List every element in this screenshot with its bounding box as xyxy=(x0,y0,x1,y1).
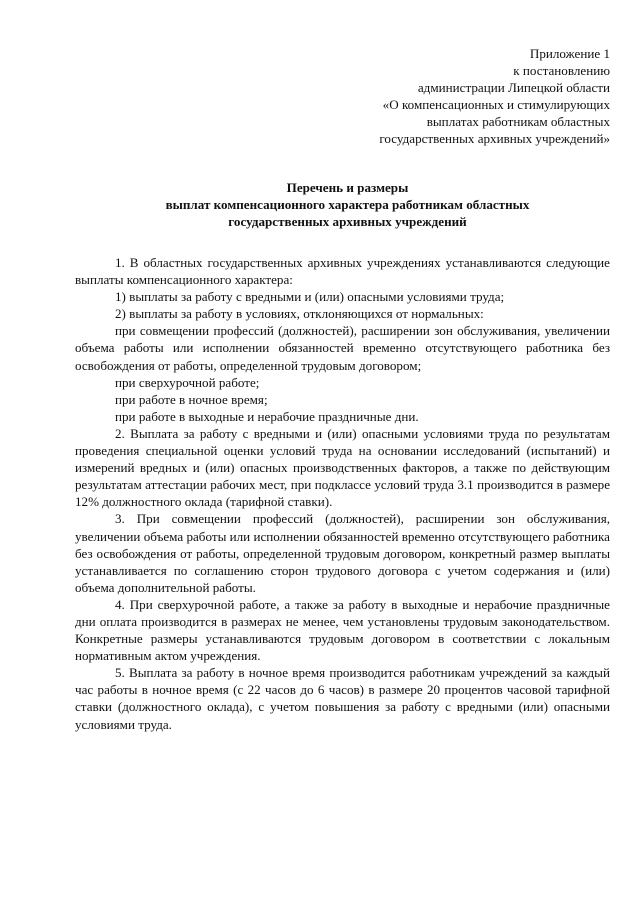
appendix-header xyxy=(290,45,610,148)
paragraph-2: 2. Выплата за работу с вредными и (или) опасными условиями труда по результатам проведения специальной оценки условий труда на основании исследований (испытаний) и измерений вредных и (или) опасных производственных факторов, а также по действующим результатам аттестации рабочих мест, при подклассе условий труда 3.1 производится в размере 12% должностного оклада (тарифной ставки). xyxy=(75,425,610,510)
sub-item-overtime: при сверхурочной работе; xyxy=(115,374,260,390)
appendix-line-1: Приложение 1 xyxy=(529,46,610,61)
sub-item-night: при работе в ночное время; xyxy=(115,391,268,407)
paragraph-1: 1. В областных государственных архивных учреждениях устанавливаются следующие выплаты компенсационного характера: xyxy=(75,255,610,288)
paragraph-4: 4. При сверхурочной работе, а также за работу в выходные и нерабочие праздничные дни оплата производится в размерах не менее, чем установлены трудовым законодательством. Конкретные размеры устанавливаются трудовым договором в соответствии с локальным нормативным актом учреждения. xyxy=(75,596,610,664)
appendix-line-4: «О компенсационных и стимулирующих xyxy=(382,97,610,113)
sub-item-weekend: при работе в выходные и нерабочие праздничные дни. xyxy=(115,408,419,424)
paragraph-3: 3. При совмещении профессий (должностей), расширении зон обслуживания, увеличении объема работы или исполнении обязанностей временно отсутствующего работника без освобождения от работы, определенной трудовым договором, конкретный размер выплаты устанавливается по соглашению сторон трудового договора с учетом содержания и (или) объема дополнительной работы. xyxy=(75,511,610,595)
title-line-2: выплат компенсационного характера работникам областных xyxy=(165,197,530,213)
sub-item-combination: при совмещении профессий (должностей), расширении зон обслуживания, увеличении объема работы или исполнении обязанностей временно отсутствующего работника без освобождения от работы, определенной трудовым договором; xyxy=(75,323,610,373)
paragraph-1-item-1: 1) выплаты за работу с вредными и (или) опасными условиями труда; xyxy=(115,289,505,305)
document-title xyxy=(60,179,635,230)
paragraph-5: 5. Выплата за работу в ночное время производится работникам учреждений за каждый час работы в ночное время (с 22 часов до 6 часов) в размере 20 процентов часовой тарифной ставки (должностного оклада), с учетом повышения за работу с вредными (или) опасными условиями труда. xyxy=(75,665,610,732)
document-body xyxy=(75,254,610,733)
appendix-line-5: выплатах работникам областных xyxy=(426,114,610,130)
paragraph-1-item-2: 2) выплаты за работу в условиях, отклоняющихся от нормальных: xyxy=(115,306,484,322)
appendix-line-2: к постановлению xyxy=(513,63,610,79)
appendix-line-3: администрации Липецкой области xyxy=(417,80,610,96)
title-line-1: Перечень и размеры xyxy=(286,180,409,195)
title-line-3: государственных архивных учреждений xyxy=(228,214,467,230)
appendix-line-6: государственных архивных учреждений» xyxy=(379,131,610,147)
